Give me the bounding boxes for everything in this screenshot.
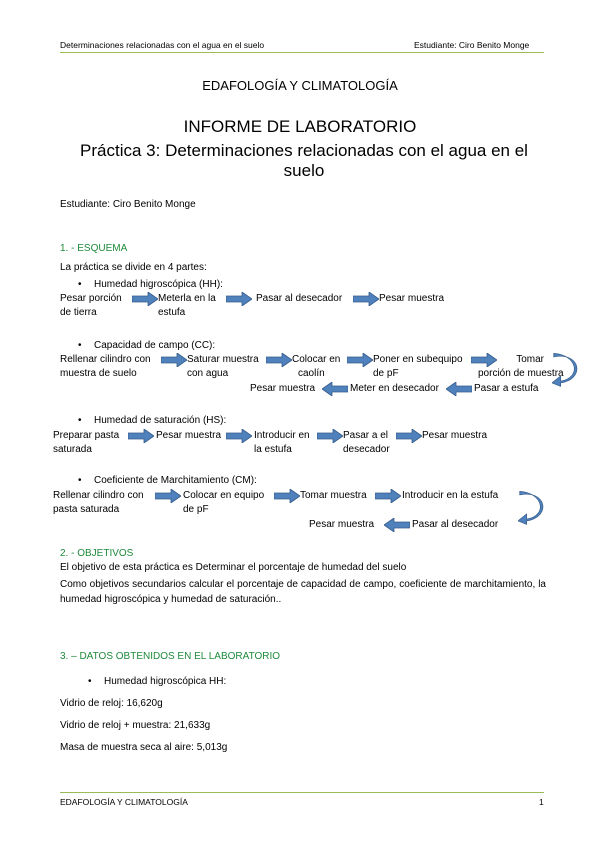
arrow-left-icon <box>446 382 472 396</box>
arrow-right-icon <box>347 353 373 367</box>
hs-step-1: Preparar pasta saturada <box>53 430 120 455</box>
header-student: Estudiante: Ciro Benito Monge <box>414 40 530 50</box>
arrow-right-icon <box>226 292 252 306</box>
practice-title: Práctica 3: Determinaciones relacionadas con el agua en el suelo <box>80 141 528 180</box>
hs-step-3: Introducir en la estufa <box>254 430 310 455</box>
page-number: 1 <box>539 797 544 807</box>
cm-step-4: Introducir en la estufa <box>402 490 499 501</box>
section-2-heading: 2. - OBJETIVOS <box>60 548 134 559</box>
arrow-right-icon <box>396 429 422 443</box>
header-title: Determinaciones relacionadas con el agua en el suelo <box>60 40 265 50</box>
cc-step-5: Tomar porción de muestra <box>478 354 564 379</box>
arrow-right-icon <box>226 429 252 443</box>
arrow-right-icon <box>317 429 343 443</box>
objective-secondary: Como objetivos secundarios calcular el porcentaje de capacidad de campo, coeficiente de marchitamiento, la humedad higroscópica y humedad de saturación.. <box>60 579 546 605</box>
hh-step-4: Pesar muestra <box>379 293 445 304</box>
arrow-right-icon <box>161 353 187 367</box>
cc-step-8: Pesar muestra <box>250 383 316 394</box>
curved-arrow-icon <box>518 488 544 526</box>
header-rule <box>60 52 544 53</box>
hs-title: • Humedad de saturación (HS): <box>94 414 226 428</box>
section-1-intro: La práctica se divide en 4 partes: <box>60 262 207 273</box>
hh-data-title: • Humedad higroscópica HH: <box>104 676 226 687</box>
student-line: Estudiante: Ciro Benito Monge <box>60 199 196 210</box>
section-1-heading: 1. - ESQUEMA <box>60 243 128 254</box>
cm-step-1: Rellenar cilindro con pasta saturada <box>53 490 144 515</box>
arrow-left-icon <box>384 518 410 532</box>
subject-title: EDAFOLOGÍA Y CLIMATOLOGÍA <box>202 78 398 93</box>
cm-step-2: Colocar en equipo de pF <box>183 490 265 515</box>
data-glass-sample: Vidrio de reloj + muestra: 21,633g <box>60 720 211 731</box>
cc-step-2: Saturar muestra con agua <box>187 354 259 379</box>
cc-step-3: Colocar en caolín <box>292 354 341 379</box>
cc-title: • Capacidad de campo (CC): <box>94 339 215 353</box>
hh-step-1: Pesar porción de tierra <box>60 293 122 318</box>
arrow-right-icon <box>353 292 379 306</box>
cm-step-5: Pasar al desecador <box>412 519 499 530</box>
cc-step-6: Pasar a estufa <box>474 383 539 394</box>
curved-arrow-icon <box>552 350 578 388</box>
data-dry-mass: Masa de muestra seca al aire: 5,013g <box>60 742 228 753</box>
hs-step-5: Pesar muestra <box>422 430 488 441</box>
cc-step-4: Poner en subequipo de pF <box>373 354 463 379</box>
cc-step-7: Meter en desecador <box>350 383 439 394</box>
arrow-left-icon <box>322 382 348 396</box>
footer-subject: EDAFOLOGÍA Y CLIMATOLOGÍA <box>60 797 188 807</box>
arrow-right-icon <box>128 429 154 443</box>
hs-step-4: Pasar a el desecador <box>343 430 390 455</box>
arrow-right-icon <box>274 489 300 503</box>
arrow-right-icon <box>266 353 292 367</box>
section-3-heading: 3. – DATOS OBTENIDOS EN EL LABORATORIO <box>60 651 281 662</box>
hh-step-3: Pasar al desecador <box>256 293 343 304</box>
cm-step-6: Pesar muestra <box>309 519 375 530</box>
data-glass: Vidrio de reloj: 16,620g <box>60 698 163 709</box>
objective-main: El objetivo de esta práctica es Determinar el porcentaje de humedad del suelo <box>60 562 407 573</box>
hs-step-2: Pesar muestra <box>156 430 222 441</box>
arrow-right-icon <box>375 489 401 503</box>
footer-rule <box>60 792 544 793</box>
arrow-right-icon <box>155 489 181 503</box>
cm-title: • Coeficiente de Marchitamiento (CM): <box>94 474 257 488</box>
report-title: INFORME DE LABORATORIO <box>183 117 417 136</box>
arrow-right-icon <box>132 292 158 306</box>
cm-step-3: Tomar muestra <box>300 490 367 501</box>
hh-title: • Humedad higroscópica (HH): <box>94 278 223 292</box>
cc-step-1: Rellenar cilindro con muestra de suelo <box>60 354 151 379</box>
hh-step-2: Meterla en la estufa <box>158 293 216 318</box>
